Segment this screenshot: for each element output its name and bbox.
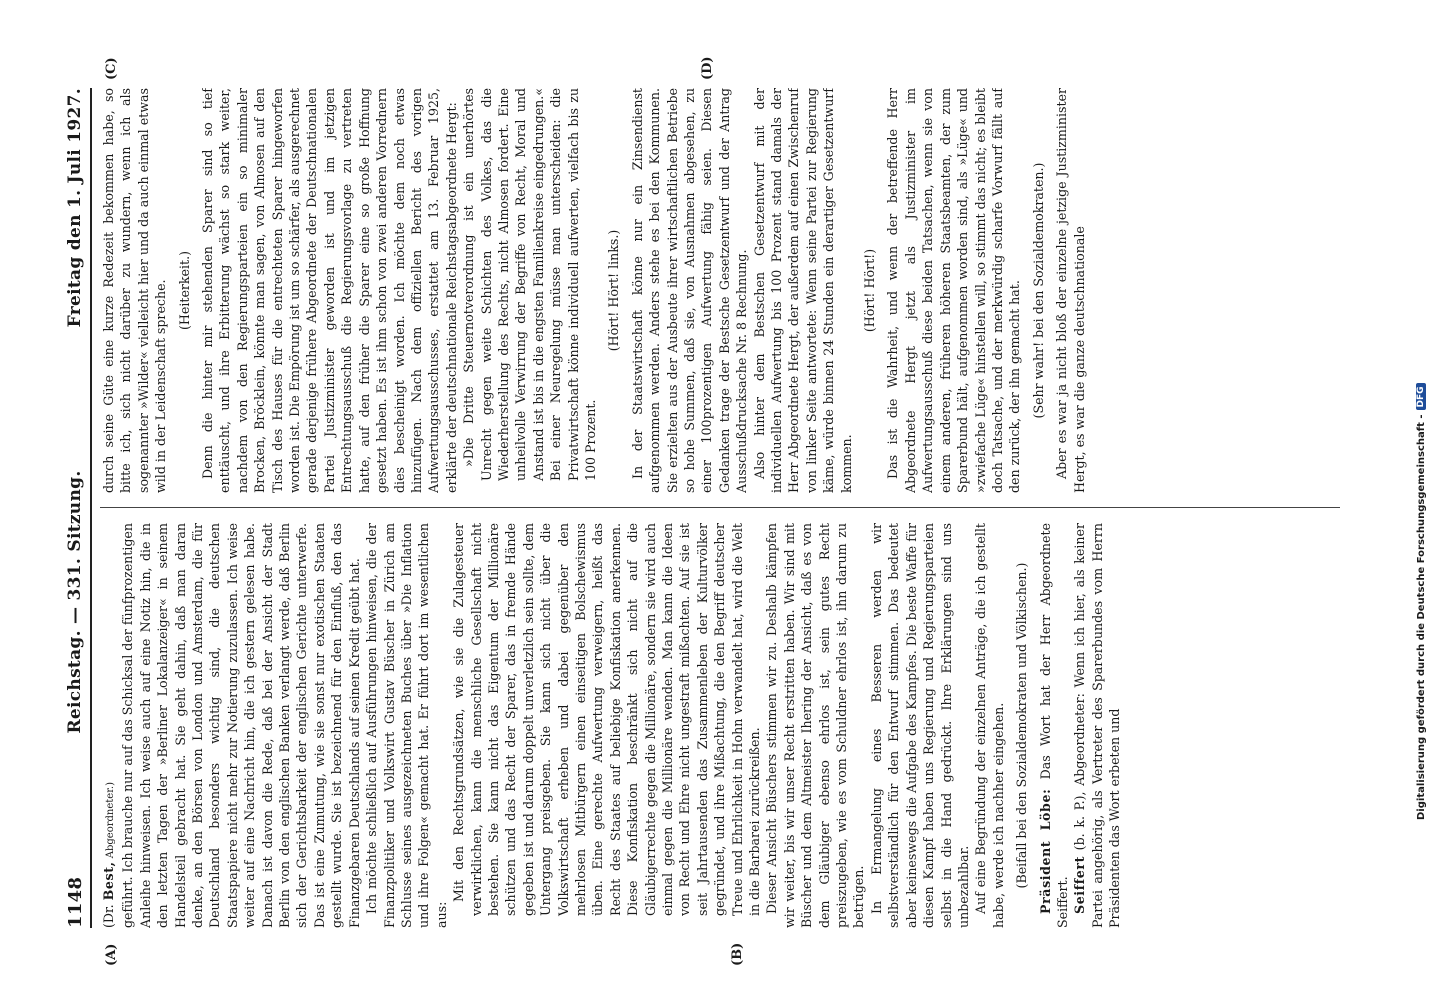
paragraph [751,88,855,493]
paragraph-text: Auf eine Begründung der einzelnen Anträge, die ich gestellt habe, werde ich nachher eingehen. [973,523,1006,928]
credit-sidebar [1410,0,1430,1000]
paragraph-text: Das ist die Wahrheit, und wenn der betreffende Herr Abgeordnete Hergt jetzt als Justizminister im Aufwertungsausschuß diese beiden Tatsachen, wenn sie von einem anderen, früheren höheren Staatsbeamten, der zum Sparerbund hält, aufgenommen worden sind, als »Lüge« und »zwiefache Lüge« hinstellen will, so stimmt das nicht; es bleibt doch Tatsache, und der merkwürdig scharfe Vorwurf fällt auf den zurück, der ihn gemacht hat. [885,88,1023,493]
paragraph [884,88,1023,493]
paragraph-text: Dieser Ansicht Büschers stimmen wir zu. Deshalb kämpfen wir weiter, bis wir unser Recht erstritten haben. Wir sind mit Büscher und dem Altmeister Ihering der Ansicht, daß es von dem Gläubiger ebenso ehrlos ist, sein gutes Recht preiszugeben, wie es vom Schuldner ehrlos ist, ihn darum zu betrügen. [764,523,867,928]
paragraph [1030,88,1047,493]
paragraph [176,88,193,493]
paragraph-text: (Heiterkeit.) [176,251,192,330]
left-column [100,523,1350,928]
paragraph [100,523,119,928]
paragraph [460,88,599,481]
paragraph [972,523,1007,928]
speaker-name: Präsident Löbe: [1037,788,1053,914]
marker-b: (B) [730,942,745,966]
right-column [100,88,1350,493]
paragraph [763,523,867,928]
session-date: Freitag den 1. Juli 1927. [65,88,85,328]
credit-text: Digitalisierung gefördert durch die Deutsche Forschungsgemeinschaft - [1415,414,1427,820]
speaker-name: Best, [101,861,116,901]
marker-c: (C) [104,57,119,80]
paragraph-text: Aber es war ja nicht bloß der einzelne jetzige Justizminister Hergt, es war die ganze deutschnationale [1054,88,1087,493]
header-rule [90,88,92,928]
paragraph [1053,88,1088,493]
paragraph [363,523,450,928]
paragraph [119,523,363,928]
speaker-prefix: (Dr. [101,900,116,928]
paragraph [629,88,751,493]
paragraph-text: durch seine Güte eine kurze Redezeit bekommen habe, so bitte ich, sich nicht darüber zu wundern, wenn ich als sogenannter »Wilder« vielleicht hier und da auch einmal etwas wild in der Leidenschaft spreche. [101,88,169,493]
paragraph [450,523,763,916]
column-separator [100,507,1340,508]
paragraph-text: In Ermangelung eines Besseren werden wir selbstverständlich für den Entwurf stimmen. Das bedeutet aber keineswegs die Aufgabe des Kampfes. Die beste Waffe für diesen Kampf haben uns Regierung und Regierungsparteien selbst in die Hand gedrückt. Ihre Erklärungen sind uns unbezahlbar. [868,523,971,928]
paragraph [1071,523,1123,928]
paragraph-text: Denn die hinter mir stehenden Sparer sind so tief enttäuscht, und ihre Erbitterung wächst so stark weiter, nachdem von den Regierungsparteien ein so minimaler Brocken, Bröcklein, könnte man sagen, von Almosen auf den Tisch des Hauses für die entrechteten Sparer hingeworfen worden ist. Die Empörung ist um so schärfer, als ausgerechnet gerade derjenige frühere Abgeordnete der Deutschnationalen Partei Justizminister geworden ist und im jetzigen Entrechtungsausschuß die Regierungsvorlage zu vertreten hatte, auf den früher die Sparer eine so große Hoffnung gesetzt haben. Es ist ihm schon von zwei anderen Vorrednern dies bescheinigt worden. Ich möchte dem noch etwas hinzufügen. Nach dem offiziellen Bericht des vorigen Aufwertungsausschusses, erstattet am 13. Februar 1925, erklärte der deutschnationale Reichstagsabgeordnete Hergt: [200,88,459,493]
paragraph-text: (Hört! Hört! links.) [606,229,622,352]
page-number: 1148 [64,876,86,928]
paragraph-text: (Beifall bei den Sozialdemokraten und Völkischen.) [1014,562,1030,889]
speaker-name: Seiffert [1072,856,1088,914]
paragraph [199,88,460,493]
paragraph-text: (Hört! Hört!) [862,248,878,333]
scanned-page [60,56,1360,966]
marker-d: (D) [700,56,715,80]
paragraph [1013,523,1030,928]
paragraph-text: Das Wort hat der Herr Abgeordnete Seiffert. [1037,523,1070,928]
paragraph-text: (Sehr wahr! bei den Sozialdemokraten.) [1030,162,1046,419]
paragraph [868,523,972,928]
paragraph [605,88,622,493]
paragraph [100,88,170,493]
page-header [60,88,90,928]
speaker-role: Abgeordneter.) [105,782,116,862]
paragraph-text: Also hinter dem Bestschen Gesetzentwurf mit der individuellen Aufwertung bis 100 Prozent stand damals der Herr Abgeordnete Hergt, der außerdem auf einen Zwischenruf von linker Seite antwortete: Wenn seine Partei zur Regierung käme, würde binnen 24 Stunden ein derartiger Gesetzentwurf kommen. [751,88,854,493]
paragraph [861,88,878,493]
dfg-logo-icon: DFG [1416,383,1426,410]
marker-a: (A) [104,943,119,966]
paragraph-text: Ich möchte schließlich auf Ausführungen hinweisen, die der Finanzpolitiker und Volkswirt Gustav Büscher in Zürich am Schlusse seines ausgezeichneten Buches über »Die Inflation und ihre Folgen« gemacht hat. Er führt dort im wesentlichen aus: [364,523,449,928]
session-title: Reichstag. — 331. Sitzung. [65,470,85,734]
paragraph-text: »Die Dritte Steuernotverordnung ist ein unerhörtes Unrecht gegen weite Schichten des Volkes, das die Wiederherstellung des Rechts, nicht Almosen fordert. Eine unheilvolle Verwirrung der Begriffe von Recht, Moral und Anstand ist bis in die engsten Familienkreise eingedrungen.« Bei einer Neuregelung müsse man unterscheiden: die Privatwirtschaft könne individuell aufwerten, vielfach bis zu 100 Prozent. [461,88,598,481]
paragraph-text: (b. k. P.), Abgeordneter: Wenn ich hier, als keiner Partei angehörig, als Vertreter des Sparerbundes vom Herrn Präsidenten das Wort erbeten und [1072,523,1123,928]
paragraph-text: In der Staatswirtschaft könne nur ein Zinsendienst aufgenommen werden. Anders stehe es bei den Kommunen. Sie erzielten aus der Ausbeute ihrer wirtschaftlichen Betriebe so hohe Summen, daß sie, von Ausnahmen abgesehen, zu einer 100prozentigen Aufwertung fähig seien. Diesen Gedanken trage der Bestsche Gesetzentwurf und der Antrag Ausschußdrucksache Nr. 8 Rechnung. [629,88,750,493]
paragraph-text: geführt. Ich brauche nur auf das Schicksal der fünfprozentigen Anleihe hinweisen. Ich weise auch auf eine Notiz hin, die in den letzten Tagen der »Berliner Lokalanzeiger« in seinem Handelsteil gebracht hat. Sie geht dahin, daß man daran denke, an den Börsen von London und Amsterdam, die für Deutschland besonders wichtig sind, die deutschen Staatspapiere nicht mehr zur Notierung zuzulassen. Ich weise weiter auf eine Nachricht hin, die ich gestern gelesen habe. Danach ist davon die Rede, daß bei der Ansicht der Stadt Berlin von den englischen Banken verlangt werde, daß Berlin sich der Gerichtsbarkeit der englischen Gerichte unterwerfe. Das ist eine Zumutung, wie sie sonst nur exotischen Staaten gestellt wurde. Sie ist bezeichnend für den Einfluß, den das Finanzgebaren Deutschlands auf seinen Kredit geübt hat. [120,523,362,928]
paragraph-text: Mit den Rechtsgrundsätzen, wie sie die Zulagesteuer verwirklichen, kann die menschliche Gesellschaft nicht bestehen. Sie kann nicht das Eigentum der Millionäre schützen und das Recht der Sparer, das in fremde Hände gegeben ist und darum doppelt unverletzlich sein sollte, dem Untergang preisgeben. Sie kann sich nicht über die Volkswirtschaft erheben und dabei gegenüber den mehrlosen Mitbürgern einen einseitigen Bolschewismus üben. Eine gerechte Aufwertung verweigern, heißt das Recht des Staates auf beliebige Konfiskation anerkennen. Diese Konfiskation beschränkt sich nicht auf die Gläubigerrechte gegen die Millionäre, sondern sie wird auch einmal gegen die Millionäre wenden. Man kann die Ideen von Recht und Ehre nicht ungestraft mißachten. Auf sie ist seit Jahrtausenden das Zusammenleben der Kulturvölker gegründet, und ihre Mißachtung, die den Begriff deutscher Treue und Ehrlichkeit in Hohn verwandelt hat, wird die Welt in die Barbarei zurückreißen. [451,523,763,916]
paragraph [1037,523,1072,928]
